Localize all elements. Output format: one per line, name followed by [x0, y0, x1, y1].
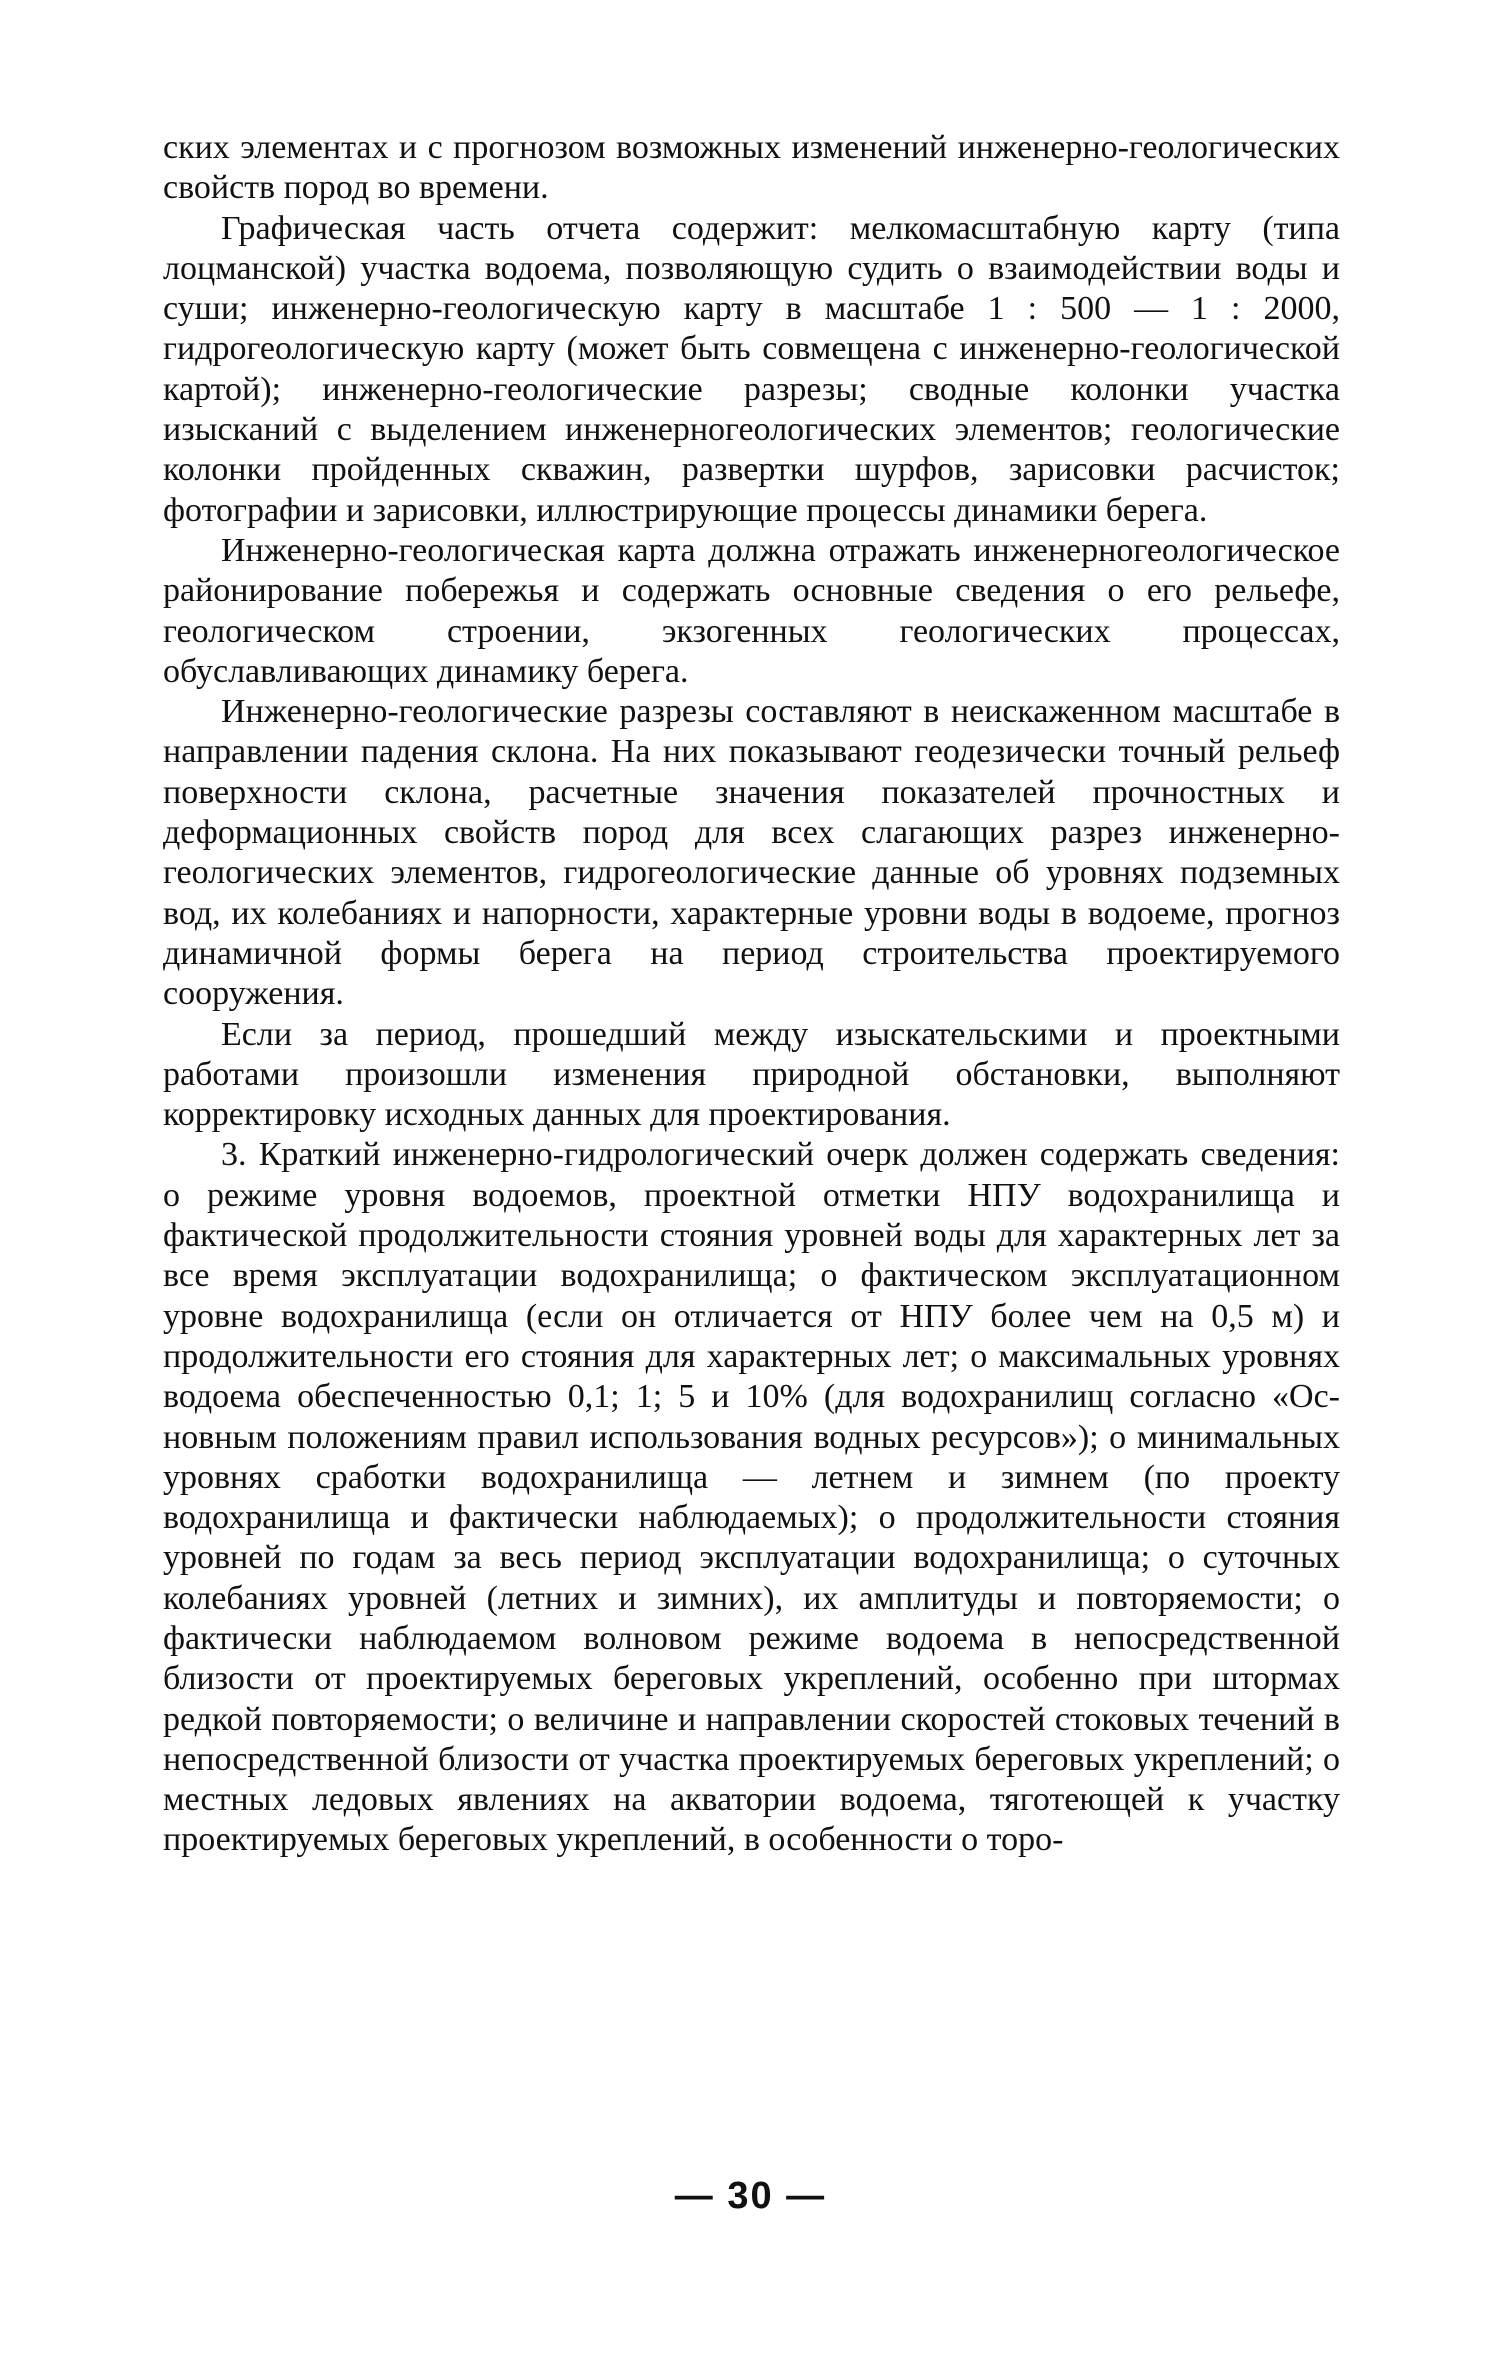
paragraph-graphic-part: Графическая часть отчета содержит: мелкомасштабную карту (типа лоцманской) участка водоема, позволяющую судить о взаимодействии воды и суши; инженерно-геологическую карту в масштабе 1 : 500 — 1 : 2000, гидрогеологическую карту (может быть совмещена с инженерно-геологической картой); инженерно-геологические разрезы; сводные колонки участка изысканий с выделением инженерногеологических элементов; геологические колонки пройденных скважин, развертки шурфов, зарисовки расчисток; фотографии и зарисовки, иллюстрирующие процессы динамики берега. [163, 209, 1340, 529]
page-body [163, 128, 1340, 1861]
paragraph-data-correction: Если за период, прошедший между изыскательскими и проектными работами произошли изменения природной обстановки, выполняют корректировку исходных данных для проектирования. [163, 1015, 1340, 1134]
paragraph-hydrological-sketch: 3. Краткий инженерно-гидрологический очерк должен содержать сведения: о режиме уровня водоемов, проектной отметки НПУ водохранилища и фактической продолжительности стояния уровней воды для характерных лет за все время эксплуатации водохранилища; о фактическом эксплуатационном уровне водохранилища (если он отличается от НПУ более чем на 0,5 м) и продолжительности его стояния для характерных лет; о максимальных уровнях водоема обеспеченностью 0,1; 1; 5 и 10% (для водохранилищ согласно «Основным положениям правил использования водных ресурсов»); о минимальных уровнях сработки водохранилища — летнем и зимнем (по проекту водохранилища и фактически наблюдаемых); о продолжительности стояния уровней по годам за весь период эксплуатации водохранилища; о суточных колебаниях уровней (летних и зимних), их амплитуды и повторяемости; о фактически наблюдаемом волновом режиме водоема в непосредственной близости от проектируемых береговых укреплений, особенно при штормах редкой повторяемости; о величине и направлении скоростей стоковых течений в непосредственной близости от участка проектируемых береговых укреплений; о местных ледовых явлениях на акватории водоема, тяготеющей к участку проектируемых береговых укреплений, в особенности о торо- [163, 1136, 1340, 1859]
paragraph-geological-sections: Инженерно-геологические разрезы составляют в неискаженном масштабе в направлении падения склона. На них показывают геодезически точный рельеф поверхности склона, расчетные значения показателей прочностных и деформационных свойств пород для всех слагающих разрез инженерно-геологических элементов, гидрогеологические данные об уровнях подземных вод, их колебаниях и напорности, характерные уровни воды в водоеме, прогноз динамичной формы берега на период строительства проектируемого сооружения. [163, 693, 1340, 1013]
paragraph-continuation: ских элементах и с прогнозом возможных изменений инженерно-геологических свойств пород во времени. [163, 129, 1340, 207]
page-number: — 30 — [674, 2175, 827, 2217]
paragraph-geological-map: Инженерно-геологическая карта должна отражать инженерногеологическое районирование побережья и содержать основные сведения о его рельефе, геологическом строении, экзогенных геологических процессах, обуславливающих динамику берега. [163, 531, 1340, 690]
